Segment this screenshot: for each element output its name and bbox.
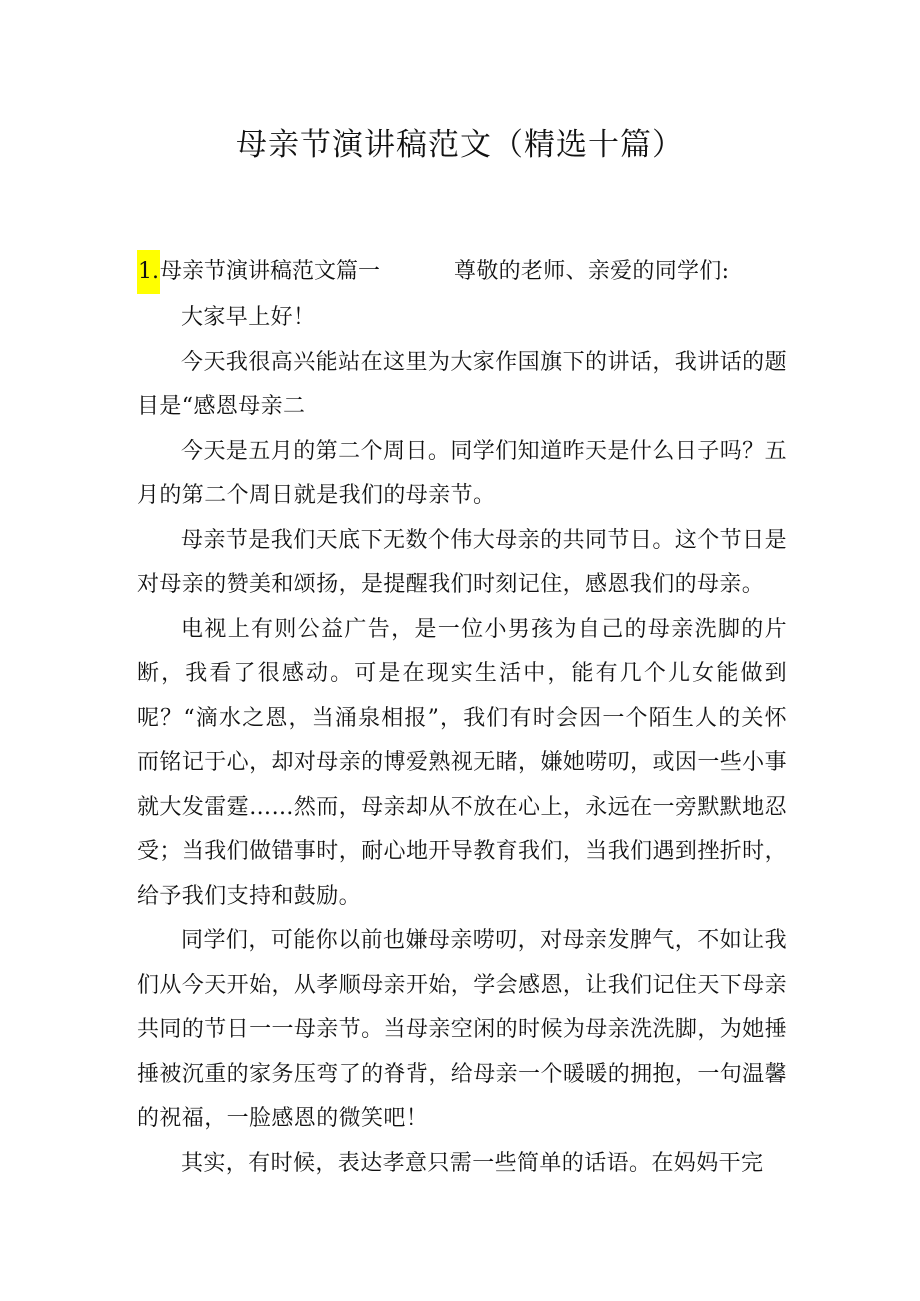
section-number-highlight: 1. (137, 250, 160, 294)
paragraph-date: 今天是五月的第二个周日。同学们知道昨天是什么日子吗？五月的第二个周日就是我们的母亲节。 (137, 438, 787, 508)
paragraph-conclusion: 其实，有时候，表达孝意只需一些简单的话语。在妈妈干完 (181, 1150, 764, 1176)
section-heading: 母亲节演讲稿范文篇一 (160, 259, 381, 284)
paragraph-advertisement: 电视上有则公益广告，是一位小男孩为自己的母亲洗脚的片断，我看了很感动。可是在现实生活中，能有几个儿女能做到呢？“滴水之恩，当涌泉相报”，我们有时会因一个陌生人的关怀而铭记于心，却对母亲的博爱熟视无睹，嫌她唠叨，或因一些小事就大发雷霆……然而，母亲却从不放在心上，永远在一旁默默地忍受；当我们做错事时，耐心地开导教育我们，当我们遇到挫折时，给予我们支持和鼓励。 (137, 616, 787, 909)
document-title: 母亲节演讲稿范文（精选十篇） (236, 127, 684, 163)
paragraph-holiday: 母亲节是我们天底下无数个伟大母亲的共同节日。这个节日是对母亲的赞美和颂扬，是提醒我们时刻记住，感恩我们的母亲。 (137, 527, 787, 597)
body-text (137, 296, 787, 1186)
salutation: 尊敬的老师、亲爱的同学们: (454, 259, 730, 284)
section-heading-line (137, 250, 729, 294)
paragraph-greeting: 大家早上好！ (181, 305, 316, 330)
paragraph-call-to-action: 同学们，可能你以前也嫌母亲唠叨，对母亲发脾气，不如让我们从今天开始，从孝顺母亲开始，学会感恩，让我们记住天下母亲共同的节日一一母亲节。当母亲空闲的时候为母亲洗洗脚，为她捶捶被沉重的家务压弯了的脊背，给母亲一个暖暖的拥抱，一句温馨的祝福，一脸感恩的微笑吧！ (137, 928, 787, 1131)
paragraph-topic: 今天我很高兴能站在这里为大家作国旗下的讲话，我讲话的题目是“感恩母亲二 (137, 349, 787, 419)
